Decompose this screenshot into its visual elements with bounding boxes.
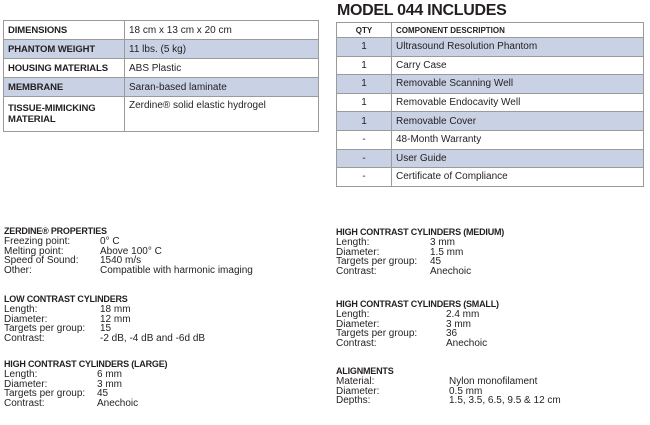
includes-row: [337, 168, 644, 187]
includes-body: [337, 38, 644, 187]
property-label: Targets per group:: [4, 323, 86, 335]
section-title: HIGH CONTRAST CYLINDERS (SMALL): [336, 299, 499, 309]
property-value: 18 mm: [100, 304, 131, 315]
spec-label: MEMBRANE: [4, 78, 125, 97]
description-cell: Removable Endocavity Well: [392, 93, 644, 112]
description-cell: Certificate of Compliance: [392, 168, 644, 187]
includes-row: [337, 93, 644, 112]
property-value: 36: [446, 328, 458, 340]
description-cell: Removable Scanning Well: [392, 75, 644, 94]
description-cell: User Guide: [392, 149, 644, 168]
property-value: 1.5, 3.5, 6.5, 9.5 & 12 cm: [449, 395, 561, 407]
property-row: [4, 334, 324, 344]
includes-row: [337, 56, 644, 75]
property-value: 1540 m/s: [100, 255, 142, 267]
property-value: 12 mm: [100, 313, 131, 325]
property-label: Targets per group:: [336, 256, 418, 268]
property-value: 1.5 mm: [430, 246, 464, 258]
property-label: Contrast:: [336, 265, 377, 277]
includes-row: [337, 130, 644, 149]
description-cell: 48-Month Warranty: [392, 130, 644, 149]
property-row: [4, 389, 324, 399]
property-value: 3 mm: [430, 237, 455, 248]
section-title: HIGH CONTRAST CYLINDERS (LARGE): [4, 359, 168, 369]
property-label: Length:: [4, 369, 38, 380]
spec-value: ABS Plastic: [125, 59, 319, 78]
property-value: 6 mm: [97, 369, 122, 380]
property-value: Anechoic: [430, 265, 472, 277]
spec-value: 11 lbs. (5 kg): [125, 40, 319, 59]
property-label: Diameter:: [4, 378, 48, 390]
description-cell: Removable Cover: [392, 112, 644, 131]
property-label: Targets per group:: [4, 388, 86, 400]
section-title: ALIGNMENTS: [336, 366, 394, 376]
alignments: [336, 366, 636, 406]
spec-row: [4, 78, 319, 97]
spec-label: PHANTOM WEIGHT: [4, 40, 125, 59]
qty-cell: -: [337, 168, 392, 187]
high-contrast-large: [4, 359, 324, 408]
includes-row: [337, 112, 644, 131]
property-value: -2 dB, -4 dB and -6d dB: [100, 332, 206, 344]
property-value: 0° C: [100, 236, 120, 247]
spec-label: DIMENSIONS: [4, 21, 125, 40]
section-title: ZERDINE® PROPERTIES: [4, 226, 107, 236]
property-value: Nylon monofilament: [449, 376, 538, 387]
qty-cell: 1: [337, 93, 392, 112]
description-cell: Carry Case: [392, 56, 644, 75]
description-cell: Ultrasound Resolution Phantom: [392, 38, 644, 57]
property-row: [336, 396, 636, 406]
property-label: Diameter:: [4, 313, 48, 325]
qty-cell: -: [337, 130, 392, 149]
spec-row: [4, 21, 319, 40]
property-row: [336, 377, 636, 387]
spec-row: [4, 40, 319, 59]
property-row: [336, 238, 636, 248]
property-label: Diameter:: [336, 385, 380, 397]
property-value: 3 mm: [446, 318, 471, 330]
spec-row: [4, 97, 319, 132]
property-label: Speed of Sound:: [4, 255, 79, 267]
property-value: Compatible with harmonic imaging: [100, 264, 253, 276]
property-label: Other:: [4, 264, 32, 276]
section-title: LOW CONTRAST CYLINDERS: [4, 294, 128, 304]
property-label: Diameter:: [336, 246, 380, 258]
includes-row: [337, 75, 644, 94]
property-label: Melting point:: [4, 245, 64, 257]
property-label: Depths:: [336, 395, 371, 407]
property-label: Material:: [336, 376, 375, 387]
property-row: [4, 305, 324, 315]
property-label: Length:: [336, 309, 370, 320]
qty-cell: 1: [337, 75, 392, 94]
high-contrast-small: [336, 299, 636, 348]
property-row: [336, 310, 636, 320]
qty-cell: -: [337, 149, 392, 168]
low-contrast-cylinders: [4, 294, 324, 343]
property-label: Length:: [4, 304, 38, 315]
spec-label: TISSUE-MIMICKING MATERIAL: [4, 97, 125, 132]
property-row: [336, 267, 636, 277]
property-value: 15: [100, 323, 112, 335]
zerdine-properties: [4, 226, 324, 275]
spec-label: HOUSING MATERIALS: [4, 59, 125, 78]
property-row: [4, 370, 324, 380]
spec-value: 18 cm x 13 cm x 20 cm: [125, 21, 319, 40]
property-row: [4, 266, 324, 276]
spec-value: Zerdine® solid elastic hydrogel: [125, 97, 319, 132]
spec-table: [3, 20, 319, 132]
qty-header: QTY: [337, 23, 392, 38]
property-value: Above 100° C: [100, 245, 162, 257]
property-label: Contrast:: [4, 332, 45, 344]
qty-cell: 1: [337, 38, 392, 57]
spec-value: Saran-based laminate: [125, 78, 319, 97]
property-row: [4, 399, 324, 409]
property-label: Diameter:: [336, 318, 380, 330]
includes-title: MODEL 044 INCLUDES: [337, 2, 507, 19]
property-row: [336, 339, 636, 349]
includes-row: [337, 149, 644, 168]
section-title: HIGH CONTRAST CYLINDERS (MEDIUM): [336, 227, 505, 237]
qty-cell: 1: [337, 56, 392, 75]
includes-row: [337, 38, 644, 57]
property-label: Length:: [336, 237, 370, 248]
property-label: Freezing point:: [4, 236, 71, 247]
property-label: Targets per group:: [336, 328, 418, 340]
property-label: Contrast:: [4, 397, 45, 409]
description-header: COMPONENT DESCRIPTION: [392, 23, 644, 38]
property-value: Anechoic: [97, 397, 139, 409]
property-value: 0.5 mm: [449, 385, 483, 397]
property-value: Anechoic: [446, 337, 488, 349]
includes-table: [336, 22, 644, 187]
high-contrast-medium: [336, 227, 636, 276]
spec-row: [4, 59, 319, 78]
includes-header-row: [337, 23, 644, 38]
property-value: 45: [97, 388, 109, 400]
property-value: 2.4 mm: [446, 309, 480, 320]
qty-cell: 1: [337, 112, 392, 131]
property-value: 45: [430, 256, 442, 268]
property-row: [336, 257, 636, 267]
property-value: 3 mm: [97, 378, 122, 390]
property-label: Contrast:: [336, 337, 377, 349]
